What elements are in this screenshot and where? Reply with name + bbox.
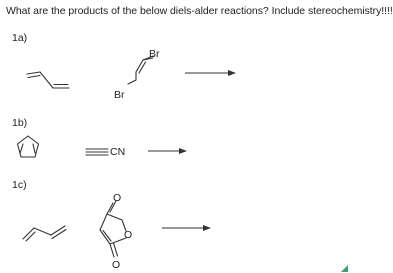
- part-label-1c: 1c): [12, 179, 27, 191]
- bromine-label-bottom: Br: [114, 89, 125, 101]
- nitrile-label: CN: [110, 146, 126, 158]
- oxygen-label-ring: O: [124, 229, 133, 241]
- part-label-1b: 1b): [12, 117, 28, 129]
- oxygen-label-bottom: O: [112, 259, 121, 271]
- oxygen-label-top: O: [113, 192, 122, 204]
- part-label-1a: 1a): [12, 32, 28, 44]
- corner-marker: [341, 265, 348, 272]
- question-text: What are the products of the below diels-alder reactions? Include stereochemistry!!!!: [6, 5, 393, 17]
- maleic-anhydride-structure-1c: [100, 201, 126, 257]
- cyclopentadiene-structure-1b: [18, 136, 39, 157]
- acrylonitrile-structure-1b: [86, 149, 108, 155]
- bromine-label-top: Br: [149, 48, 160, 60]
- dibromobutadiene-structure-1a: [128, 56, 153, 84]
- butadiene-structure-1c: [23, 226, 66, 241]
- butadiene-structure-1a: [27, 72, 69, 88]
